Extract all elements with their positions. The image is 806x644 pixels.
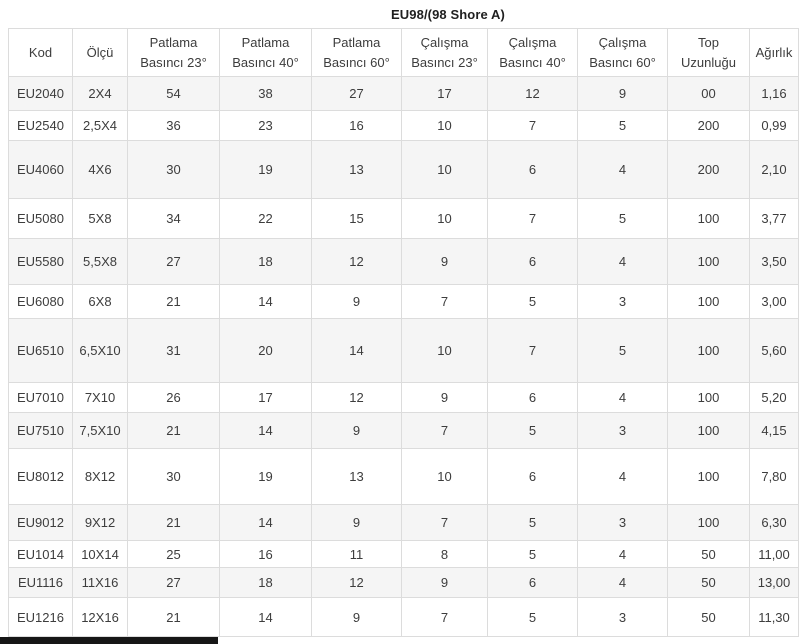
table-cell: 9 xyxy=(312,285,402,319)
table-cell: 13,00 xyxy=(750,568,799,598)
table-cell: 11X16 xyxy=(73,568,128,598)
table-cell: 3 xyxy=(578,413,668,449)
code-cell: EU7010 xyxy=(9,383,73,413)
table-cell: 6 xyxy=(488,141,578,199)
code-cell: EU1014 xyxy=(9,541,73,568)
table-cell: 30 xyxy=(128,141,220,199)
table-cell: 100 xyxy=(668,239,750,285)
table-cell: 5 xyxy=(488,541,578,568)
code-cell: EU2040 xyxy=(9,77,73,111)
column-header xyxy=(128,29,220,77)
code-cell: EU7510 xyxy=(9,413,73,449)
table-cell: 18 xyxy=(220,239,312,285)
column-header-line: Basıncı 23° xyxy=(411,54,478,70)
table-cell: 3,77 xyxy=(750,199,799,239)
table-cell: 12 xyxy=(488,77,578,111)
table-cell: 5,5X8 xyxy=(73,239,128,285)
column-header xyxy=(488,29,578,77)
column-header-line: Patlama xyxy=(149,34,198,50)
table-cell: 4 xyxy=(578,239,668,285)
table-cell: 14 xyxy=(220,285,312,319)
table-cell: 27 xyxy=(128,568,220,598)
table-cell: 14 xyxy=(220,598,312,637)
table-cell: 4 xyxy=(578,141,668,199)
column-header-line: Top xyxy=(698,34,719,50)
table-cell: 19 xyxy=(220,449,312,505)
column-header xyxy=(9,29,73,77)
column-header-line: Kod xyxy=(28,44,53,60)
table-cell: 10 xyxy=(402,141,488,199)
table-cell: 100 xyxy=(668,199,750,239)
table-cell: 12 xyxy=(312,239,402,285)
column-header-line: Basıncı 60° xyxy=(323,54,390,70)
table-cell: 10 xyxy=(402,449,488,505)
table-cell: 5 xyxy=(488,285,578,319)
code-cell: EU8012 xyxy=(9,449,73,505)
code-cell: EU4060 xyxy=(9,141,73,199)
table-cell: 2X4 xyxy=(73,77,128,111)
table-cell: 30 xyxy=(128,449,220,505)
table-cell: 21 xyxy=(128,505,220,541)
table-cell: 31 xyxy=(128,319,220,383)
table-cell: 27 xyxy=(312,77,402,111)
table-row xyxy=(9,199,799,239)
table-cell: 7 xyxy=(488,199,578,239)
column-header-line: Basıncı 40° xyxy=(232,54,299,70)
table-cell: 26 xyxy=(128,383,220,413)
table-cell: 27 xyxy=(128,239,220,285)
table-cell: 3,00 xyxy=(750,285,799,319)
table-cell: 34 xyxy=(128,199,220,239)
code-cell: EU6080 xyxy=(9,285,73,319)
table-cell: 9 xyxy=(312,505,402,541)
table-cell: 21 xyxy=(128,598,220,637)
table-cell: 13 xyxy=(312,449,402,505)
table-cell: 100 xyxy=(668,449,750,505)
table-cell: 6 xyxy=(488,568,578,598)
code-cell: EU5580 xyxy=(9,239,73,285)
spec-table xyxy=(8,28,799,637)
column-header-line: Çalışma xyxy=(420,34,469,50)
table-cell: 12 xyxy=(312,568,402,598)
table-header xyxy=(9,29,799,77)
column-header-line: Uzunluğu xyxy=(681,54,736,70)
table-cell: 4 xyxy=(578,383,668,413)
table-cell: 18 xyxy=(220,568,312,598)
code-cell: EU2540 xyxy=(9,111,73,141)
table-cell: 9 xyxy=(312,413,402,449)
code-cell: EU9012 xyxy=(9,505,73,541)
table-cell: 11,00 xyxy=(750,541,799,568)
column-header-line: Basıncı 60° xyxy=(589,54,656,70)
table-cell: 16 xyxy=(220,541,312,568)
bottom-bar xyxy=(0,637,218,644)
table-row xyxy=(9,568,799,598)
page-title xyxy=(0,6,806,24)
column-header xyxy=(220,29,312,77)
table-cell: 9 xyxy=(402,239,488,285)
column-header-line: Basıncı 40° xyxy=(499,54,566,70)
table-cell: 19 xyxy=(220,141,312,199)
table-row xyxy=(9,598,799,637)
table-cell: 3 xyxy=(578,505,668,541)
table-cell: 2,5X4 xyxy=(73,111,128,141)
table-cell: 5 xyxy=(488,413,578,449)
table-cell: 4 xyxy=(578,568,668,598)
table-row xyxy=(9,413,799,449)
table-cell: 15 xyxy=(312,199,402,239)
table-cell: 9 xyxy=(312,598,402,637)
code-cell: EU6510 xyxy=(9,319,73,383)
table-cell: 25 xyxy=(128,541,220,568)
table-body xyxy=(9,77,799,637)
table-cell: 2,10 xyxy=(750,141,799,199)
table-cell: 5 xyxy=(488,598,578,637)
table-cell: 14 xyxy=(312,319,402,383)
table-cell: 12 xyxy=(312,383,402,413)
table-cell: 9 xyxy=(402,383,488,413)
table-cell: 1,16 xyxy=(750,77,799,111)
table-cell: 9 xyxy=(402,568,488,598)
table-row xyxy=(9,449,799,505)
table-cell: 12X16 xyxy=(73,598,128,637)
table-cell: 8 xyxy=(402,541,488,568)
table-cell: 38 xyxy=(220,77,312,111)
column-header xyxy=(73,29,128,77)
table-cell: 3 xyxy=(578,598,668,637)
table-cell: 7 xyxy=(402,413,488,449)
table-row xyxy=(9,319,799,383)
table-cell: 5,20 xyxy=(750,383,799,413)
column-header xyxy=(312,29,402,77)
table-cell: 6 xyxy=(488,383,578,413)
table-cell: 7 xyxy=(488,111,578,141)
table-cell: 4,15 xyxy=(750,413,799,449)
table-cell: 20 xyxy=(220,319,312,383)
table-cell: 10 xyxy=(402,111,488,141)
table-cell: 11,30 xyxy=(750,598,799,637)
column-header xyxy=(402,29,488,77)
table-cell: 50 xyxy=(668,541,750,568)
code-cell: EU5080 xyxy=(9,199,73,239)
table-cell: 22 xyxy=(220,199,312,239)
table-cell: 5,60 xyxy=(750,319,799,383)
table-cell: 100 xyxy=(668,285,750,319)
table-cell: 50 xyxy=(668,598,750,637)
column-header xyxy=(750,29,799,77)
table-cell: 17 xyxy=(220,383,312,413)
table-cell: 100 xyxy=(668,319,750,383)
table-cell: 7,5X10 xyxy=(73,413,128,449)
table-cell: 0,99 xyxy=(750,111,799,141)
table-cell: 54 xyxy=(128,77,220,111)
table-cell: 23 xyxy=(220,111,312,141)
column-header-line: Ölçü xyxy=(86,44,114,60)
table-cell: 16 xyxy=(312,111,402,141)
column-header-line: Basıncı 23° xyxy=(140,54,207,70)
table-cell: 6X8 xyxy=(73,285,128,319)
table-cell: 10 xyxy=(402,199,488,239)
column-header xyxy=(578,29,668,77)
table-cell: 13 xyxy=(312,141,402,199)
column-header-line: Çalışma xyxy=(598,34,647,50)
table-row xyxy=(9,285,799,319)
table-cell: 14 xyxy=(220,413,312,449)
table-cell: 6 xyxy=(488,239,578,285)
table-cell: 11 xyxy=(312,541,402,568)
table-cell: 4 xyxy=(578,541,668,568)
table-cell: 10 xyxy=(402,319,488,383)
table-cell: 14 xyxy=(220,505,312,541)
table-row xyxy=(9,77,799,111)
table-cell: 200 xyxy=(668,141,750,199)
table-cell: 100 xyxy=(668,383,750,413)
table-cell: 5X8 xyxy=(73,199,128,239)
table-cell: 3 xyxy=(578,285,668,319)
table-cell: 6,30 xyxy=(750,505,799,541)
table-row xyxy=(9,111,799,141)
table-cell: 10X14 xyxy=(73,541,128,568)
column-header-line: Ağırlık xyxy=(755,44,793,60)
page-title-text: EU98/(98 Shore A) xyxy=(391,7,505,22)
column-header-line: Patlama xyxy=(332,34,381,50)
table-cell: 100 xyxy=(668,505,750,541)
table-cell: 21 xyxy=(128,413,220,449)
table-cell: 200 xyxy=(668,111,750,141)
column-header-line: Patlama xyxy=(241,34,290,50)
column-header xyxy=(668,29,750,77)
table-cell: 17 xyxy=(402,77,488,111)
header-row xyxy=(9,29,799,77)
table-cell: 9X12 xyxy=(73,505,128,541)
table-cell: 100 xyxy=(668,413,750,449)
table-row xyxy=(9,141,799,199)
table-cell: 7 xyxy=(402,285,488,319)
table-cell: 50 xyxy=(668,568,750,598)
table-cell: 7 xyxy=(402,598,488,637)
table-cell: 3,50 xyxy=(750,239,799,285)
column-header-line: Çalışma xyxy=(508,34,557,50)
table-row xyxy=(9,541,799,568)
table-cell: 36 xyxy=(128,111,220,141)
table-row xyxy=(9,505,799,541)
table-cell: 5 xyxy=(488,505,578,541)
table-cell: 6,5X10 xyxy=(73,319,128,383)
table-cell: 5 xyxy=(578,111,668,141)
code-cell: EU1116 xyxy=(9,568,73,598)
table-row xyxy=(9,383,799,413)
table-cell: 7,80 xyxy=(750,449,799,505)
table-cell: 21 xyxy=(128,285,220,319)
table-cell: 5 xyxy=(578,319,668,383)
table-cell: 7 xyxy=(488,319,578,383)
table-cell: 7 xyxy=(402,505,488,541)
table-cell: 6 xyxy=(488,449,578,505)
table-cell: 8X12 xyxy=(73,449,128,505)
table-cell: 4 xyxy=(578,449,668,505)
table-cell: 9 xyxy=(578,77,668,111)
table-cell: 7X10 xyxy=(73,383,128,413)
table-row xyxy=(9,239,799,285)
code-cell: EU1216 xyxy=(9,598,73,637)
table-cell: 00 xyxy=(668,77,750,111)
table-cell: 4X6 xyxy=(73,141,128,199)
table-cell: 5 xyxy=(578,199,668,239)
